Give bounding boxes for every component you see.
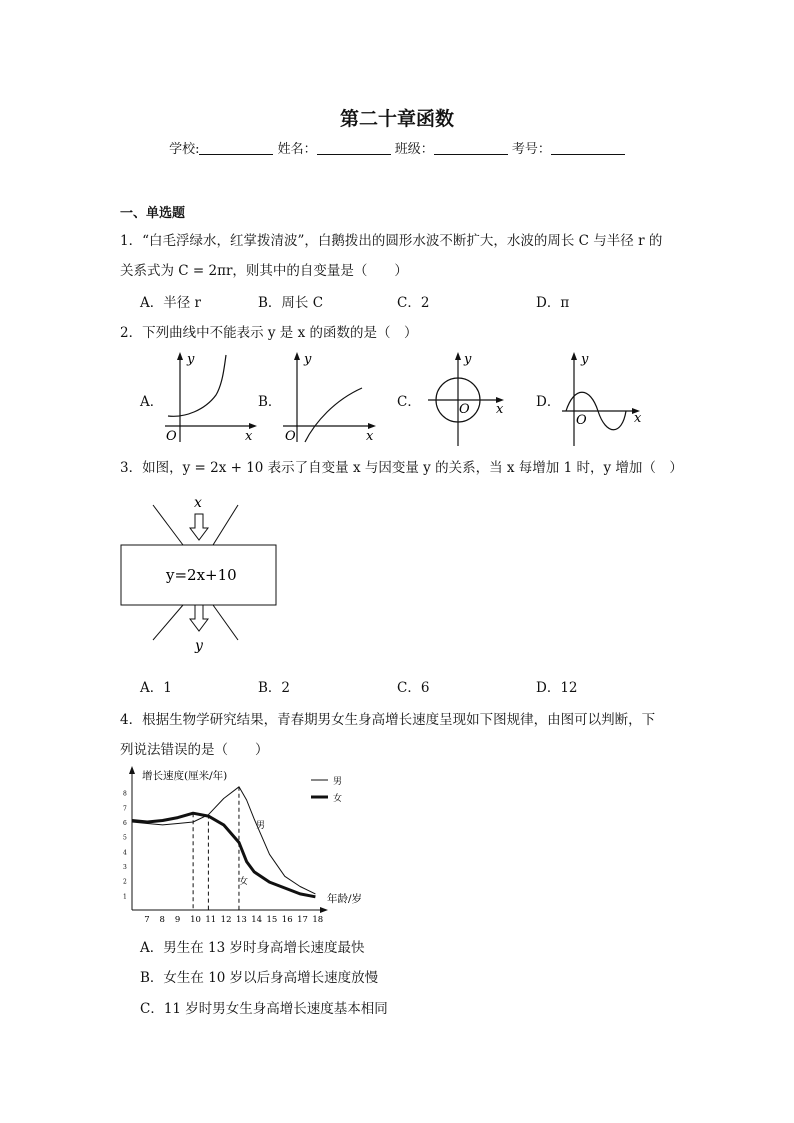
exam-no-label: 考号： (511, 142, 551, 157)
x-tick-label: 10 (190, 915, 201, 925)
q1-option-d: D．π (536, 295, 570, 311)
q3-option-d: D．12 (536, 680, 578, 696)
q1-line2: 关系式为 C = 2πr，则其中的自变量是（ ） (120, 263, 408, 279)
machine-input-label: x (194, 495, 202, 511)
q4-line1: 4．根据生物学研究结果，青春期男女生身高增长速度呈现如下图规律，由图可以判断，下 (120, 712, 656, 728)
graph-a-x-label: x (245, 429, 253, 444)
q1-line1: 1．“白毛浮绿水，红掌拨清波”，白鹅拨出的圆形水波不断扩大，水波的周长 C 与半径 r 的 (120, 233, 663, 249)
q3-option-b: B．2 (258, 680, 291, 696)
x-tick-label: 12 (220, 915, 232, 925)
q2-graph-a (160, 350, 260, 445)
graph-d-x-label: x (634, 411, 642, 426)
x-tick-label: 7 (144, 915, 150, 925)
q1-option-c: C．2 (397, 295, 430, 311)
y-tick-label: 1 (123, 893, 127, 901)
x-tick-label: 17 (297, 915, 308, 925)
y-tick-label: 2 (123, 878, 127, 886)
legend-female-label: 女 (333, 794, 343, 804)
q3-option-c: C．6 (397, 680, 430, 696)
graph-c-y-label: y (464, 352, 472, 367)
x-tick-label: 9 (174, 915, 181, 925)
y-tick-label: 4 (123, 849, 127, 857)
y-tick-label: 7 (123, 805, 127, 813)
legend-male-label: 男 (333, 777, 343, 787)
x-tick-label: 13 (235, 915, 247, 925)
series-label-female: 女 (239, 877, 249, 887)
q2-graph-c (425, 350, 510, 448)
growth-chart (118, 764, 368, 930)
graph-c-origin: O (459, 402, 470, 417)
graph-a-origin: O (166, 429, 177, 444)
q4-option-b: B．女生在 10 岁以后身高增长速度放慢 (140, 970, 379, 986)
exam-no-blank (551, 141, 625, 155)
chart-xlabel: 年龄/岁 (327, 893, 363, 905)
x-tick-label: 8 (159, 915, 165, 925)
graph-b-y-label: y (304, 352, 312, 367)
series-label-male: 男 (256, 821, 266, 831)
school-label: 学校: (169, 142, 200, 157)
graph-d-origin: O (576, 413, 587, 428)
q2-option-b-label: B． (258, 394, 282, 410)
x-tick-label: 15 (266, 915, 278, 925)
section-title: 一、单选题 (120, 206, 186, 221)
q3-function-machine (118, 490, 283, 655)
q2-option-c-label: C． (397, 394, 421, 410)
y-tick-label: 3 (123, 864, 127, 871)
class-blank (434, 141, 508, 155)
machine-output-label: y (195, 638, 203, 654)
series-line-male (132, 787, 315, 894)
q4-line2: 列说法错误的是（ ） (120, 742, 269, 758)
x-tick-label: 14 (251, 915, 263, 925)
q1-option-b: B．周长 C (258, 295, 324, 311)
school-blank (199, 141, 273, 155)
q3-stem: 3．如图，y = 2x + 10 表示了自变量 x 与因变量 y 的关系，当 x 每增加 1 时，y 增加（ ） (120, 460, 683, 476)
y-tick-label: 8 (123, 790, 127, 798)
graph-d-y-label: y (581, 352, 589, 367)
q1-option-a: A．半径 r (140, 295, 201, 311)
q4-option-a: A．男生在 13 岁时身高增长速度最快 (140, 940, 365, 956)
graph-b-origin: O (285, 429, 296, 444)
class-label: 班级： (394, 142, 434, 157)
machine-formula: y=2x+10 (166, 566, 237, 584)
x-tick-label: 18 (312, 915, 324, 925)
student-info-line (0, 138, 794, 157)
series-line-female (132, 813, 315, 897)
x-tick-label: 16 (281, 915, 293, 925)
q2-option-a-label: A． (140, 394, 164, 410)
q2-stem: 2．下列曲线中不能表示 y 是 x 的函数的是（ ） (120, 325, 418, 341)
graph-a-y-label: y (187, 352, 195, 367)
q2-graph-d (560, 350, 645, 448)
y-tick-label: 5 (123, 834, 127, 842)
q2-graph-b (280, 350, 380, 445)
name-blank (317, 141, 391, 155)
chart-ylabel: 增长速度(厘米/年) (142, 770, 228, 782)
q2-option-d-label: D． (536, 394, 561, 410)
graph-b-x-label: x (366, 429, 374, 444)
y-tick-label: 6 (123, 820, 127, 827)
q3-option-a: A．1 (140, 680, 172, 696)
x-tick-label: 11 (205, 915, 217, 925)
q4-option-c: C．11 岁时男女生身高增长速度基本相同 (140, 1001, 388, 1017)
name-label: 姓名： (277, 142, 317, 157)
page-title: 第二十章函数 (339, 108, 454, 130)
graph-c-x-label: x (496, 402, 504, 417)
